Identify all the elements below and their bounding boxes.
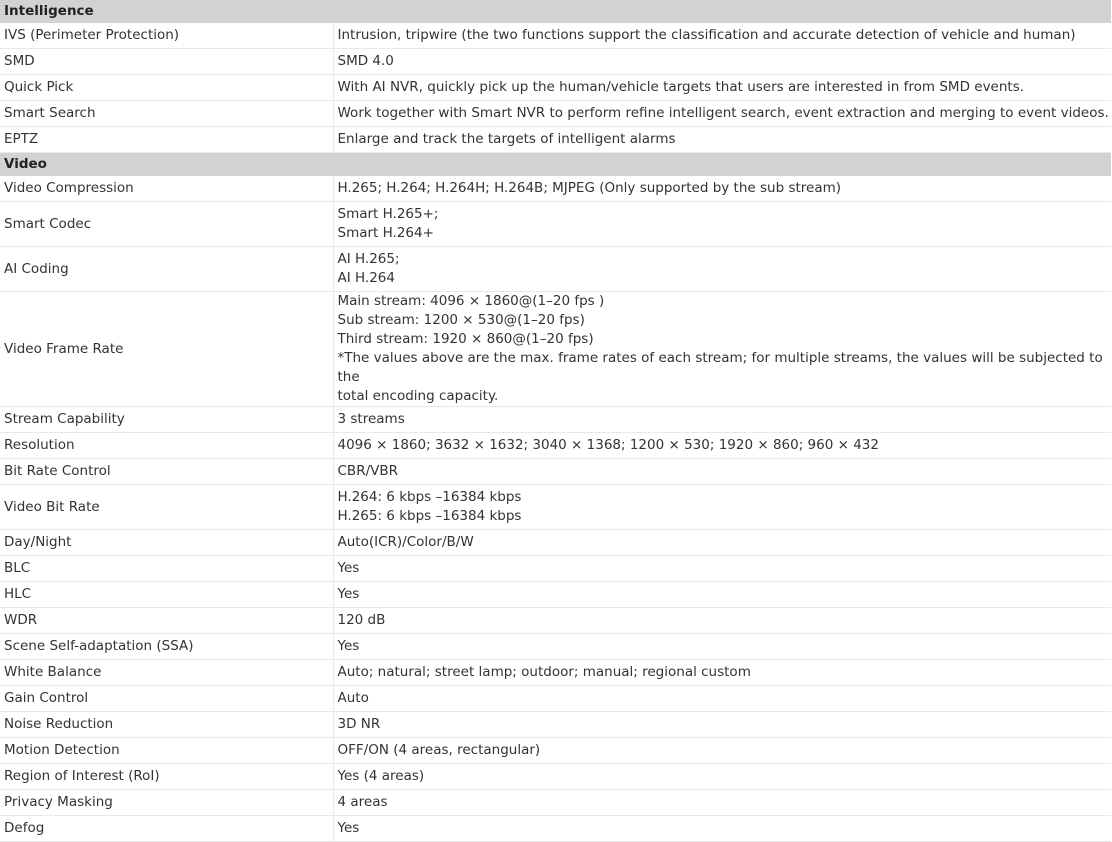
spec-row bbox=[0, 608, 1111, 634]
spec-value bbox=[333, 127, 1111, 153]
spec-value-line: With AI NVR, quickly pick up the human/vehicle targets that users are interested in from SMD events. bbox=[337, 79, 1025, 95]
spec-row bbox=[0, 790, 1111, 816]
spec-label: EPTZ bbox=[0, 127, 333, 153]
spec-value-line: Yes bbox=[337, 560, 360, 576]
section-title: Intelligence bbox=[0, 0, 1111, 23]
spec-value bbox=[333, 202, 1111, 247]
spec-value bbox=[333, 23, 1111, 49]
spec-row bbox=[0, 556, 1111, 582]
spec-row bbox=[0, 634, 1111, 660]
spec-label: WDR bbox=[0, 608, 333, 634]
spec-row bbox=[0, 407, 1111, 433]
spec-row bbox=[0, 530, 1111, 556]
spec-row bbox=[0, 816, 1111, 842]
section-header-row bbox=[0, 0, 1111, 23]
spec-value bbox=[333, 247, 1111, 292]
spec-row bbox=[0, 127, 1111, 153]
spec-label: Video Frame Rate bbox=[0, 292, 333, 407]
spec-row bbox=[0, 202, 1111, 247]
spec-row bbox=[0, 176, 1111, 202]
spec-value-line: H.265; H.264; H.264H; H.264B; MJPEG (Only supported by the sub stream) bbox=[337, 180, 842, 196]
spec-label: Gain Control bbox=[0, 686, 333, 712]
spec-label: Defog bbox=[0, 816, 333, 842]
spec-value-line: 3 streams bbox=[337, 411, 405, 427]
spec-value bbox=[333, 712, 1111, 738]
spec-value-line: Smart H.264+ bbox=[337, 225, 434, 241]
spec-value bbox=[333, 582, 1111, 608]
spec-value-line: H.265: 6 kbps –16384 kbps bbox=[337, 508, 522, 524]
spec-row bbox=[0, 433, 1111, 459]
spec-value bbox=[333, 101, 1111, 127]
spec-row bbox=[0, 49, 1111, 75]
spec-value bbox=[333, 407, 1111, 433]
spec-value-line: 3D NR bbox=[337, 716, 381, 732]
spec-label: Video Compression bbox=[0, 176, 333, 202]
spec-label: Day/Night bbox=[0, 530, 333, 556]
spec-value bbox=[333, 816, 1111, 842]
spec-value-line: total encoding capacity. bbox=[337, 388, 499, 404]
spec-row bbox=[0, 459, 1111, 485]
spec-value-line: Auto bbox=[337, 690, 369, 706]
spec-value bbox=[333, 433, 1111, 459]
spec-label: Bit Rate Control bbox=[0, 459, 333, 485]
spec-value-line: Enlarge and track the targets of intelligent alarms bbox=[337, 131, 676, 147]
spec-label: AI Coding bbox=[0, 247, 333, 292]
spec-label: Smart Codec bbox=[0, 202, 333, 247]
spec-label: Privacy Masking bbox=[0, 790, 333, 816]
spec-value bbox=[333, 738, 1111, 764]
spec-label: Resolution bbox=[0, 433, 333, 459]
spec-value-line: Yes (4 areas) bbox=[337, 768, 425, 784]
spec-value bbox=[333, 660, 1111, 686]
spec-value-line: SMD 4.0 bbox=[337, 53, 394, 69]
spec-label: IVS (Perimeter Protection) bbox=[0, 23, 333, 49]
spec-value bbox=[333, 292, 1111, 407]
spec-value bbox=[333, 790, 1111, 816]
section-title: Video bbox=[0, 153, 1111, 176]
spec-value-line: Intrusion, tripwire (the two functions support the classification and accurate detection of vehicle and human) bbox=[337, 27, 1076, 43]
spec-row bbox=[0, 292, 1111, 407]
spec-value-line: Smart H.265+; bbox=[337, 206, 439, 222]
spec-value bbox=[333, 764, 1111, 790]
spec-label: White Balance bbox=[0, 660, 333, 686]
spec-value-line: H.264: 6 kbps –16384 kbps bbox=[337, 489, 522, 505]
spec-label: Region of Interest (RoI) bbox=[0, 764, 333, 790]
spec-value bbox=[333, 530, 1111, 556]
spec-label: Video Bit Rate bbox=[0, 485, 333, 530]
spec-value bbox=[333, 634, 1111, 660]
spec-value-line: AI H.265; bbox=[337, 251, 400, 267]
spec-value-line: 4096 × 1860; 3632 × 1632; 3040 × 1368; 1200 × 530; 1920 × 860; 960 × 432 bbox=[337, 437, 879, 453]
spec-value bbox=[333, 686, 1111, 712]
spec-row bbox=[0, 485, 1111, 530]
spec-row bbox=[0, 738, 1111, 764]
spec-value bbox=[333, 459, 1111, 485]
spec-label: Motion Detection bbox=[0, 738, 333, 764]
spec-value-line: *The values above are the max. frame rates of each stream; for multiple streams, the values will be subjected to the bbox=[337, 350, 1103, 385]
spec-row bbox=[0, 247, 1111, 292]
spec-value-line: Main stream: 4096 × 1860@(1–20 fps ) bbox=[337, 293, 605, 309]
spec-value-line: Yes bbox=[337, 638, 360, 654]
spec-row bbox=[0, 75, 1111, 101]
spec-label: HLC bbox=[0, 582, 333, 608]
spec-value bbox=[333, 485, 1111, 530]
spec-value-line: Yes bbox=[337, 586, 360, 602]
spec-row bbox=[0, 712, 1111, 738]
spec-value bbox=[333, 608, 1111, 634]
section-header-row bbox=[0, 153, 1111, 176]
spec-label: Stream Capability bbox=[0, 407, 333, 433]
spec-row bbox=[0, 660, 1111, 686]
spec-row bbox=[0, 582, 1111, 608]
spec-value-line: Work together with Smart NVR to perform refine intelligent search, event extraction and merging to event videos. bbox=[337, 105, 1109, 121]
spec-value-line: Sub stream: 1200 × 530@(1–20 fps) bbox=[337, 312, 585, 328]
spec-label: Smart Search bbox=[0, 101, 333, 127]
spec-label: Quick Pick bbox=[0, 75, 333, 101]
spec-value-line: Auto(ICR)/Color/B/W bbox=[337, 534, 474, 550]
spec-value-line: CBR/VBR bbox=[337, 463, 398, 479]
spec-value-line: Yes bbox=[337, 820, 360, 836]
spec-value bbox=[333, 75, 1111, 101]
spec-row bbox=[0, 23, 1111, 49]
spec-value-line: OFF/ON (4 areas, rectangular) bbox=[337, 742, 541, 758]
spec-label: BLC bbox=[0, 556, 333, 582]
spec-row bbox=[0, 764, 1111, 790]
spec-value-line: Third stream: 1920 × 860@(1–20 fps) bbox=[337, 331, 594, 347]
spec-value-line: 4 areas bbox=[337, 794, 388, 810]
spec-row bbox=[0, 101, 1111, 127]
spec-value-line: Auto; natural; street lamp; outdoor; manual; regional custom bbox=[337, 664, 751, 680]
spec-value bbox=[333, 556, 1111, 582]
spec-value-line: 120 dB bbox=[337, 612, 386, 628]
spec-value bbox=[333, 49, 1111, 75]
spec-row bbox=[0, 686, 1111, 712]
spec-label: Noise Reduction bbox=[0, 712, 333, 738]
spec-value-line: AI H.264 bbox=[337, 270, 395, 286]
spec-label: Scene Self-adaptation (SSA) bbox=[0, 634, 333, 660]
spec-value bbox=[333, 176, 1111, 202]
spec-label: SMD bbox=[0, 49, 333, 75]
